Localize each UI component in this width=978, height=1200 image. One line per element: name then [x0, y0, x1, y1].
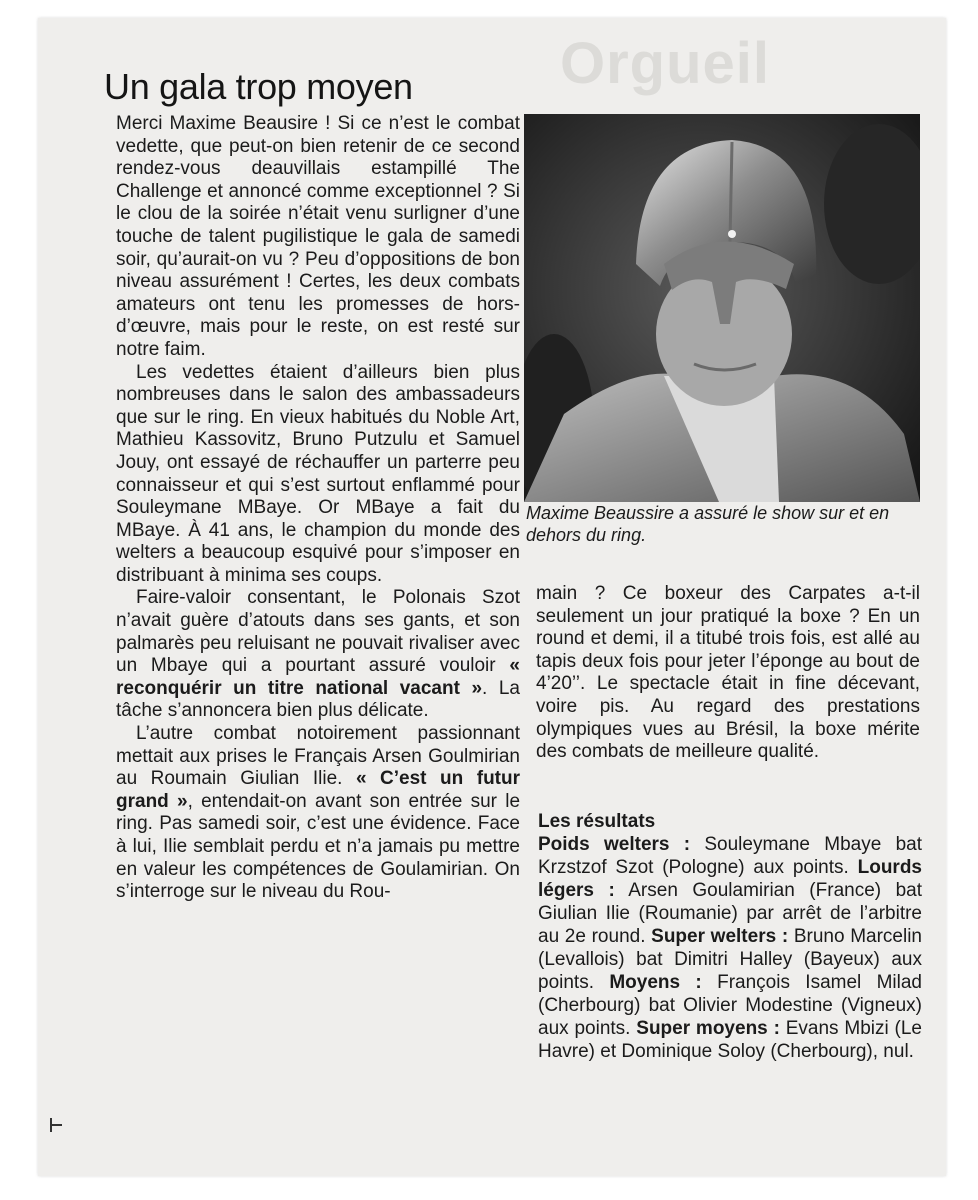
result-category: Super moyens :	[636, 1018, 780, 1039]
result-text: Arsen Goulamirian (France) bat Giulian Ilie (Roumanie) par arrêt de l’arbitre au 2e round.	[538, 880, 922, 947]
result-text: Evans Mbizi (Le Havre) et Dominique Soloy (Cherbourg), nul.	[538, 1018, 922, 1062]
result-category: Poids welters :	[538, 834, 691, 855]
paragraph-3	[116, 587, 520, 723]
right-column	[536, 583, 920, 764]
bleed-through-text: Orgueil	[560, 31, 771, 96]
paragraph-3-text: Faire-valoir consentant, le Polonais Szot n’avait guère d’atouts dans ses gants, et son palmarès peu reluisant ne pouvait rivaliser avec un Mbaye qui a pourtant assuré vouloir	[116, 587, 520, 677]
result-category: Moyens :	[609, 972, 702, 993]
paragraph-1: Merci Maxime Beausire ! Si ce n’est le combat vedette, que peut-on bien retenir de ce second rendez-vous deauvillais estampillé The Challenge et annoncé comme exceptionnel ? Si le clou de la soirée n’était venu surligner d’une touche de talent pugilistique le gala de samedi soir, qu’aurait-on vu ? Peu d’oppositions de bon niveau assurément ! Certes, les deux combats amateurs ont tenu les promesses de hors-d’œuvre, mais pour le reste, on est resté sur notre faim.	[116, 113, 520, 360]
article-headline: Un gala trop moyen	[104, 66, 413, 107]
paragraph-4-end: , entendait-on avant son entrée sur le ring. Pas samedi soir, c’est une évidence. Face à lui, Ilie semblait perdu et n’a jamais pu mettre en valeur les compétences de Goulamirian. On s’interroge sur le niveau du Rou-	[116, 790, 521, 903]
result-text: Bruno Marcelin (Levallois) bat Dimitri Halley (Bayeux) aux points.	[538, 926, 922, 993]
result-text: François Isamel Milad (Cherbourg) bat Olivier Modestine (Vigneux) aux points.	[538, 972, 922, 1039]
paragraph-3-quote: « reconquérir un titre national vacant »	[116, 655, 520, 699]
paragraph-4-quote: « C’est un futur grand »	[116, 768, 520, 812]
result-category: Lourds légers :	[538, 857, 922, 901]
results-list	[538, 833, 922, 1063]
left-column	[116, 113, 520, 904]
paragraph-4-text: L’autre combat notoirement passionnant mettait aux prises le Français Arsen Goulmirian au Roumain Giulian Ilie.	[116, 723, 520, 790]
paragraph-5: main ? Ce boxeur des Carpates a-t-il seulement un jour pratiqué la boxe ? En un round et demi, il a titubé trois fois, est allé au tapis deux fois pour jeter l’éponge au bout de 4’20’’. Le spectacle était in fine décevant, voire pis. Au regard des prestations olympiques vues au Brésil, la boxe mérite des combats de meilleure qualité.	[536, 583, 920, 763]
paragraph-2: Les vedettes étaient d’ailleurs bien plus nombreuses dans le salon des ambassadeurs que sur le ring. En vieux habitués du Noble Art, Mathieu Kassovitz, Bruno Putzulu et Samuel Jouy, ont essayé de réchauffer un parterre peu connaisseur et qui s’est surtout enflammé pour Souleymane MBaye. Or MBaye a fait du MBaye. À 41 ans, le champion du monde des welters a beaucoup esquivé pour s’imposer en distribuant à minima ses coups.	[116, 361, 520, 586]
boxer-photo-image	[524, 114, 920, 502]
boxer-photo	[524, 114, 920, 502]
results-box	[538, 810, 922, 1063]
paragraph-3-end: . La tâche s’annoncera bien plus délicate.	[116, 677, 520, 722]
results-title: Les résultats	[538, 811, 656, 832]
result-text: Souleymane Mbaye bat Krzstzof Szot (Pologne) aux points.	[538, 834, 922, 878]
crop-mark	[48, 1118, 62, 1132]
result-category: Super welters :	[651, 926, 789, 947]
paragraph-4	[116, 723, 520, 904]
photo-caption: Maxime Beaussire a assuré le show sur et en dehors du ring.	[526, 503, 890, 545]
